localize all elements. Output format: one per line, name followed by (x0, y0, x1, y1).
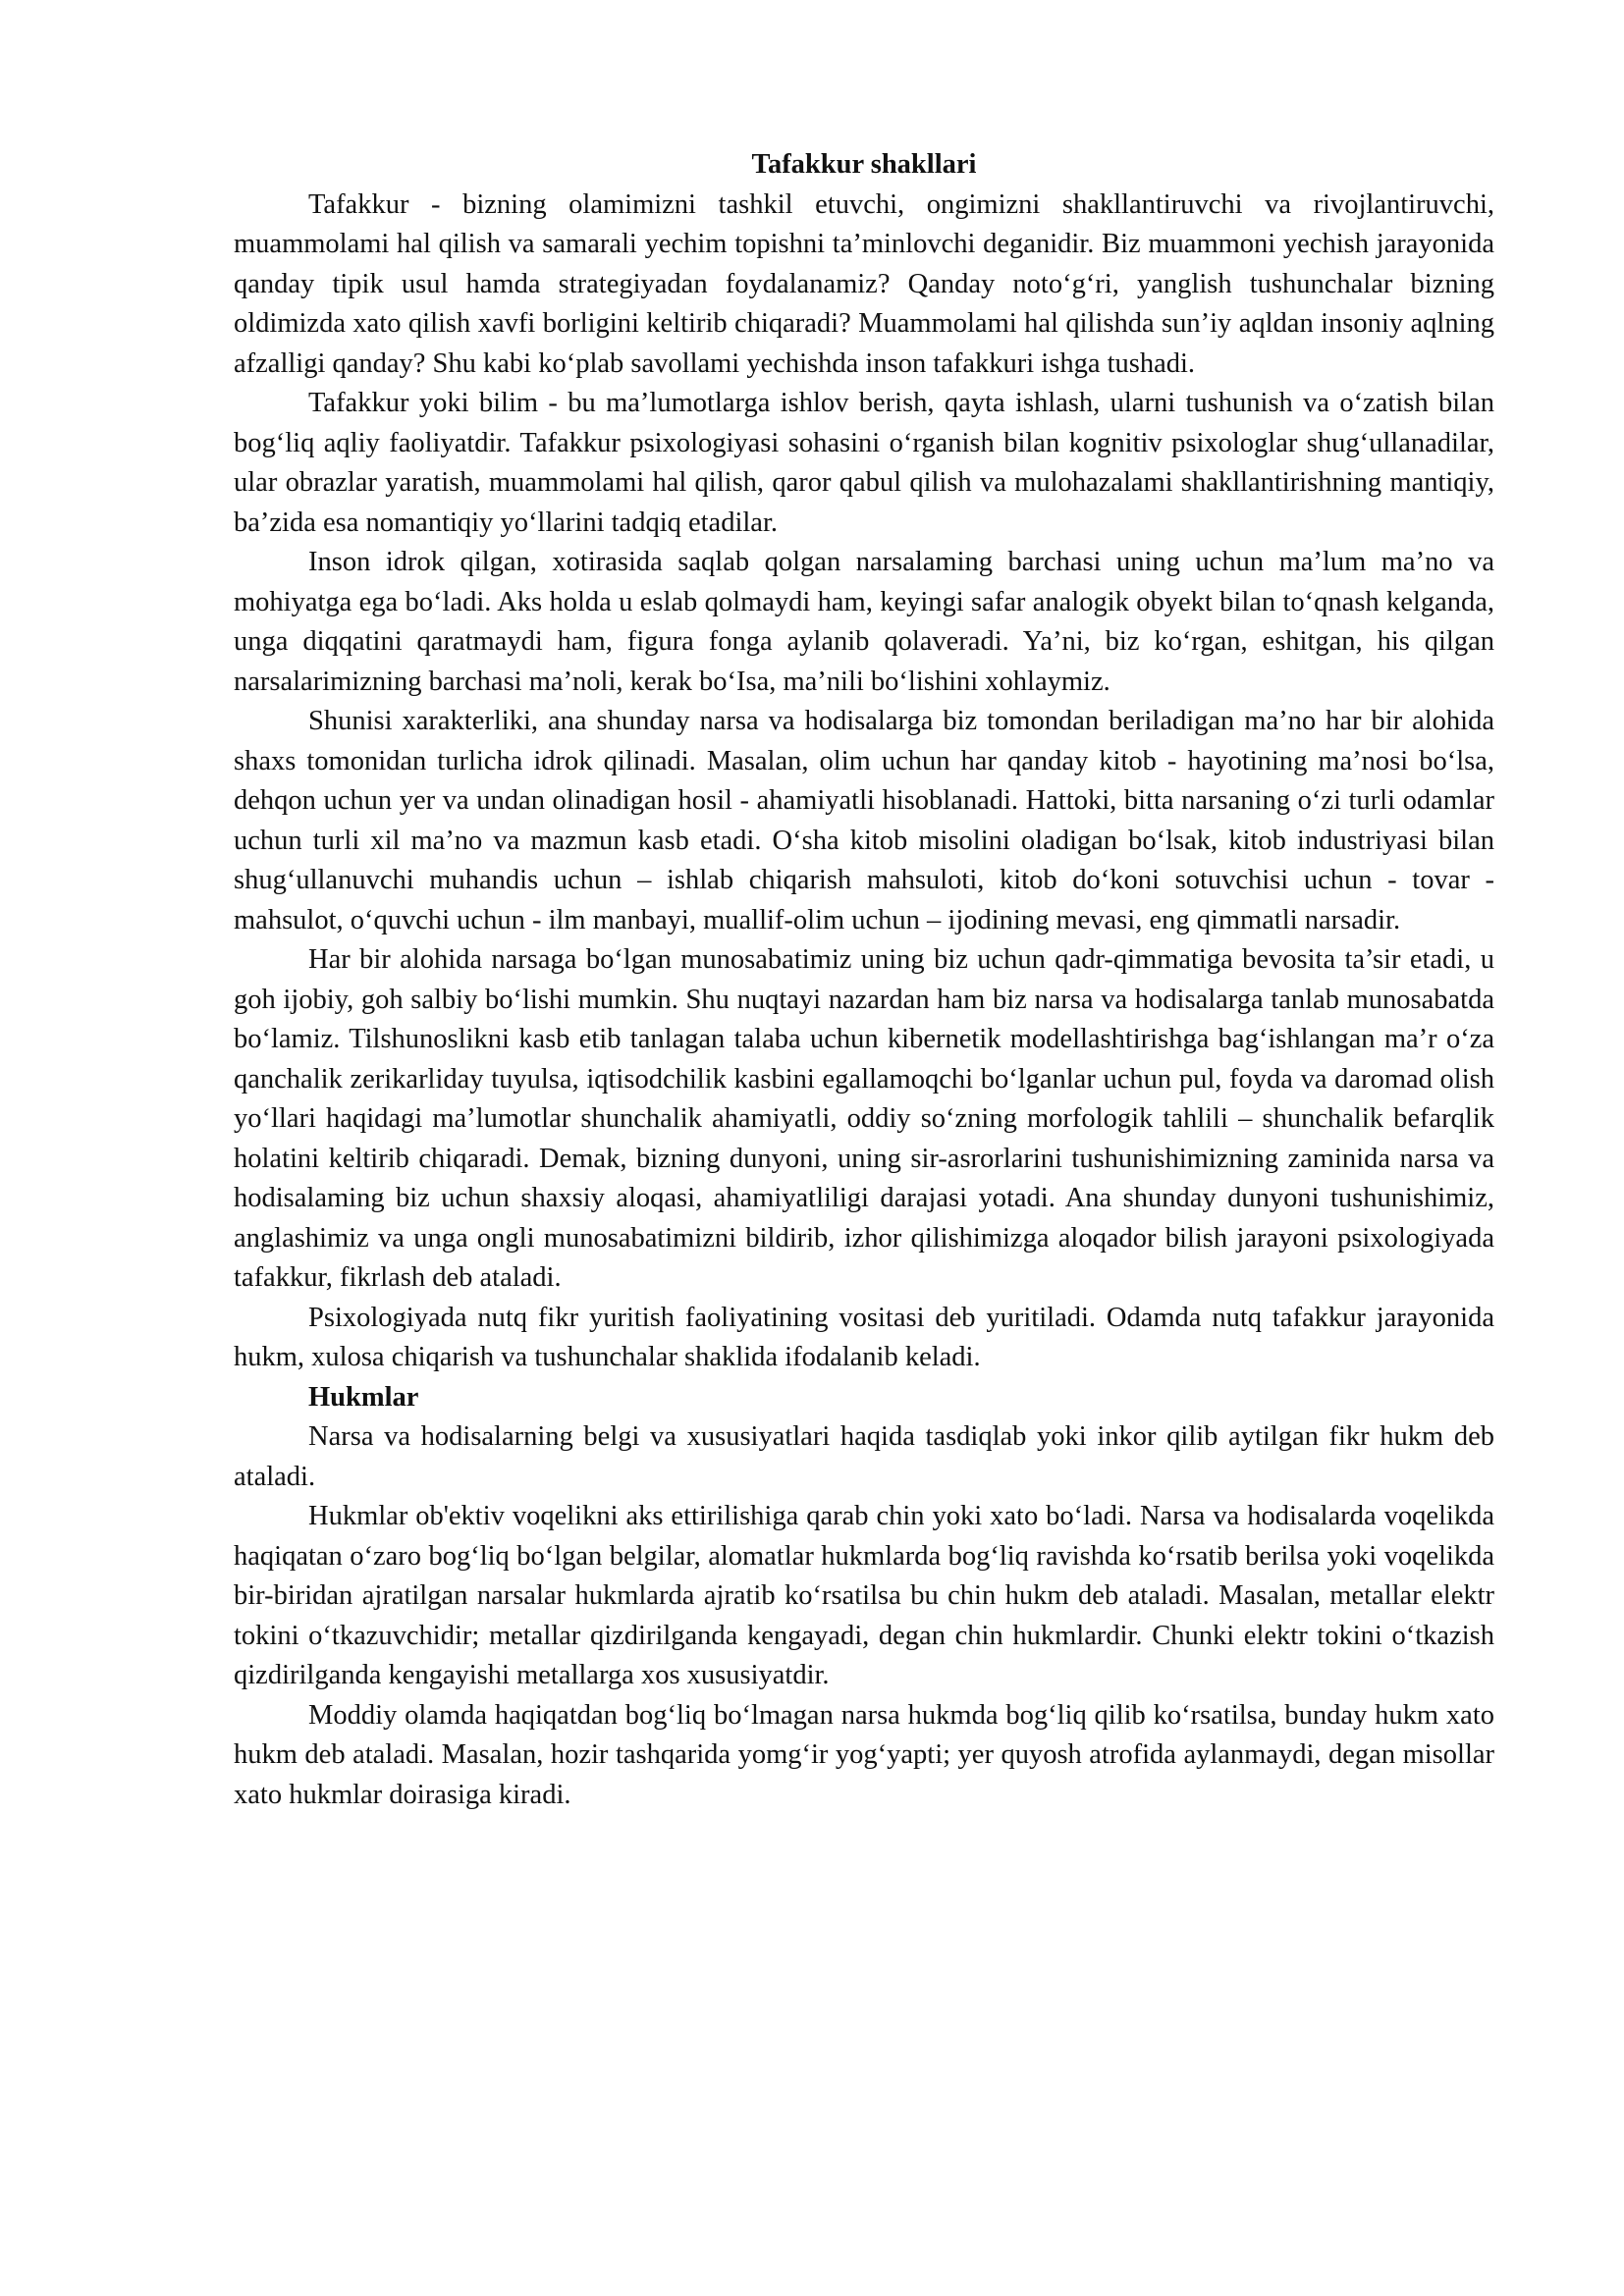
paragraph: Shunisi xarakterliki, ana shunday narsa va hodisalarga biz tomondan beriladigan ma’no har bir alohida shaxs tomonidan turlicha idrok qilinadi. Masalan, olim uchun har qanday kitob - hayotining ma’nosi bo‘lsa, dehqon uchun yer va undan olinadigan hosil - ahamiyatli hisoblanadi. Hattoki, bitta narsaning o‘zi turli odamlar uchun turli xil ma’no va mazmun kasb etadi. O‘sha kitob misolini oladigan bo‘lsak, kitob industriyasi bilan shug‘ullanuvchi muhandis uchun – ishlab chiqarish mahsuloti, kitob do‘koni sotuvchisi uchun - tovar - mahsulot, o‘quvchi uchun - ilm manbayi, muallif-olim uchun – ijodining mevasi, eng qimmatli narsadir. (234, 706, 1494, 935)
paragraph: Hukmlar ob'ektiv voqelikni aks ettirilishiga qarab chin yoki xato bo‘ladi. Narsa va hodisalarda voqelikda haqiqatan o‘zaro bog‘liq bo‘lgan belgilar, alomatlar hukmlarda bog‘liq ravishda ko‘rsatib berilsa yoki voqelikda bir-biridan ajratilgan narsalar hukmlarda ajratib ko‘rsatilsa bu chin hukm deb ataladi. Masalan, metallar elektr tokini o‘tkazuvchidir; metallar qizdirilganda kengayadi, degan chin hukmlardir. Chunki elektr tokini o‘tkazish qizdirilganda kengayishi metallarga xos xususiyatdir. (234, 1501, 1494, 1690)
document-title: Tafakkur shakllari (751, 149, 977, 180)
section-heading: Hukmlar (308, 1381, 419, 1413)
document-page (234, 145, 1494, 1815)
paragraph: Moddiy olamda haqiqatdan bog‘liq bo‘lmagan narsa hukmda bog‘liq qilib ko‘rsatilsa, bunday hukm xato hukm deb ataladi. Masalan, hozir tashqarida yomg‘ir yog‘yapti; yer quyosh atrofida aylanmaydi, degan misollar xato hukmlar doirasiga kiradi. (234, 1699, 1494, 1810)
paragraph: Narsa va hodisalarning belgi va xususiyatlari haqida tasdiqlab yoki inkor qilib aytilgan fikr hukm deb ataladi. (234, 1421, 1494, 1492)
paragraph: Inson idrok qilgan, xotirasida saqlab qolgan narsalaming barchasi uning uchun ma’lum ma’no va mohiyatga ega bo‘ladi. Aks holda u eslab qolmaydi ham, keyingi safar analogik obyekt bilan to‘qnash kelganda, unga diqqatini qaratmaydi ham, figura fonga aylanib qolaveradi. Ya’ni, biz ko‘rgan, eshitgan, his qilgan narsalarimizning barchasi ma’noli, kerak bo‘Isa, ma’nili bo‘lishini xohlaymiz. (234, 547, 1494, 697)
paragraph: Psixologiyada nutq fikr yuritish faoliyatining vositasi deb yuritiladi. Odamda nutq tafakkur jarayonida hukm, xulosa chiqarish va tushunchalar shaklida ifodalanib keladi. (234, 1302, 1494, 1372)
paragraph: Tafakkur yoki bilim - bu ma’lumotlarga ishlov berish, qayta ishlash, ularni tushunish va o‘zatish bilan bog‘liq aqliy faoliyatdir. Tafakkur psixologiyasi sohasini o‘rganish bilan kognitiv psixologlar shug‘ullanadilar, ular obrazlar yaratish, muammolami hal qilish, qaror qabul qilish va mulohazalami shakllantirishning mantiqiy, ba’zida esa nomantiqiy yo‘llarini tadqiq etadilar. (234, 388, 1494, 538)
paragraph: Tafakkur - bizning olamimizni tashkil etuvchi, ongimizni shakllantiruvchi va rivojlantiruvchi, muammolami hal qilish va samarali yechim topishni ta’minlovchi deganidir. Biz muammoni yechish jarayonida qanday tipik usul hamda strategiyadan foydalanamiz? Qanday noto‘g‘ri, yanglish tushunchalar bizning oldimizda xato qilish xavfi borligini keltirib chiqaradi? Muammolami hal qilishda sun’iy aqldan insoniy aqlning afzalligi qanday? Shu kabi ko‘plab savollami yechishda inson tafakkuri ishga tushadi. (234, 188, 1494, 379)
paragraph: Har bir alohida narsaga bo‘lgan munosabatimiz uning biz uchun qadr-qimmatiga bevosita ta’sir etadi, u goh ijobiy, goh salbiy bo‘lishi mumkin. Shu nuqtayi nazardan ham biz narsa va hodisalarga tanlab munosabatda bo‘lamiz. Tilshunoslikni kasb etib tanlagan talaba uchun kibernetik modellashtirishga bag‘ishlangan ma’r o‘za qanchalik zerikarliday tuyulsa, iqtisodchilik kasbini egallamoqchi bo‘lganlar uchun pul, foyda va daromad olish yo‘llari haqidagi ma’lumotlar shunchalik ahamiyatli, oddiy so‘zning morfologik tahlili – shunchalik befarqlik holatini keltirib chiqaradi. Demak, bizning dunyoni, uning sir-asrorlarini tushunishimizning zaminida narsa va hodisalaming biz uchun shaxsiy aloqasi, ahamiyatliligi darajasi yotadi. Ana shunday dunyoni tushunishimiz, anglashimiz va unga ongli munosabatimizni bildirib, izhor qilishimizga aloqador bilish jarayoni psixologiyada tafakkur, fikrlash deb ataladi. (234, 944, 1494, 1293)
